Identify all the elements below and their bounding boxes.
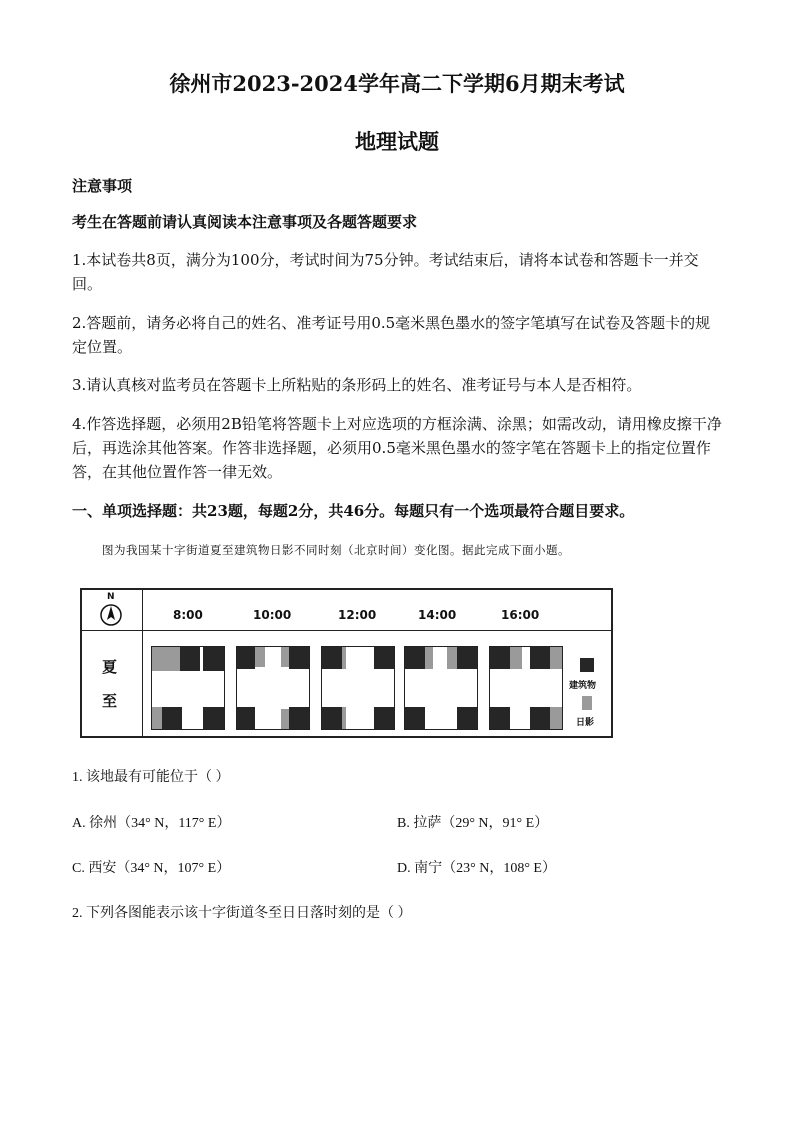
section-heading: 一、单项选择题：共23题，每题2分，共46分。每题只有一个选项最符合题目要求。: [72, 502, 635, 520]
shadow-panel-1000: [236, 646, 310, 730]
time-label: 12:00: [338, 608, 377, 622]
season-label: 夏: [102, 658, 118, 676]
option-c: C. 西安（34° N，107° E）: [72, 861, 231, 876]
legend-building-swatch: [580, 658, 594, 672]
notice-heading: 注意事项: [72, 177, 133, 195]
shadow-figure: [80, 588, 613, 738]
time-label: 8:00: [173, 608, 203, 622]
page-title: 徐州市2023-2024学年高二下学期6月期末考试: [169, 71, 625, 96]
north-arrow-icon: N: [96, 594, 126, 628]
notice-item: 3.请认真核对监考员在答题卡上所粘贴的条形码上的姓名、准考证号与本人是否相符。: [72, 376, 642, 394]
shadow-panel-1600: [489, 646, 563, 730]
legend-shadow-swatch: [582, 696, 592, 710]
notice-item: 4.作答选择题，必须用2B铅笔将答题卡上对应选项的方框涂满、涂黑；如需改动，请用橡皮擦干净后，再选涂其他答案。作答非选择题，必须用0.5毫米黑色墨水的签字笔在答题卡上的指定位置作答，在其他位置作答一律无效。: [72, 415, 722, 481]
notice-item: 2.答题前，请务必将自己的姓名、准考证号用0.5毫米黑色墨水的签字笔填写在试卷及答题卡的规定位置。: [72, 314, 711, 356]
shadow-panel-1200: [321, 646, 395, 730]
time-label: 16:00: [501, 608, 540, 622]
question-stem: 1. 该地最有可能位于（ ）: [72, 770, 230, 785]
section-intro: 图为我国某十字街道夏至建筑物日影不同时刻（北京时间）变化图。据此完成下面小题。: [102, 543, 570, 557]
notice-intro: 考生在答题前请认真阅读本注意事项及各题答题要求: [72, 213, 418, 231]
page-subtitle: 地理试题: [355, 129, 439, 154]
time-label: 10:00: [253, 608, 292, 622]
legend-shadow-label: 日影: [576, 718, 595, 728]
time-label: 14:00: [418, 608, 457, 622]
legend-building-label: 建筑物: [569, 681, 597, 691]
option-d: D. 南宁（23° N，108° E）: [397, 861, 556, 876]
season-label: 至: [102, 692, 118, 710]
notice-item: 1.本试卷共8页，满分为100分，考试时间为75分钟。考试结束后，请将本试卷和答题卡一并交回。: [72, 251, 699, 293]
option-b: B. 拉萨（29° N，91° E）: [397, 816, 549, 831]
question-stem: 2. 下列各图能表示该十字街道冬至日日落时刻的是（ ）: [72, 906, 412, 921]
shadow-panel-1400: [404, 646, 478, 730]
option-a: A. 徐州（34° N，117° E）: [72, 816, 231, 831]
shadow-panel-0800: [151, 646, 225, 730]
